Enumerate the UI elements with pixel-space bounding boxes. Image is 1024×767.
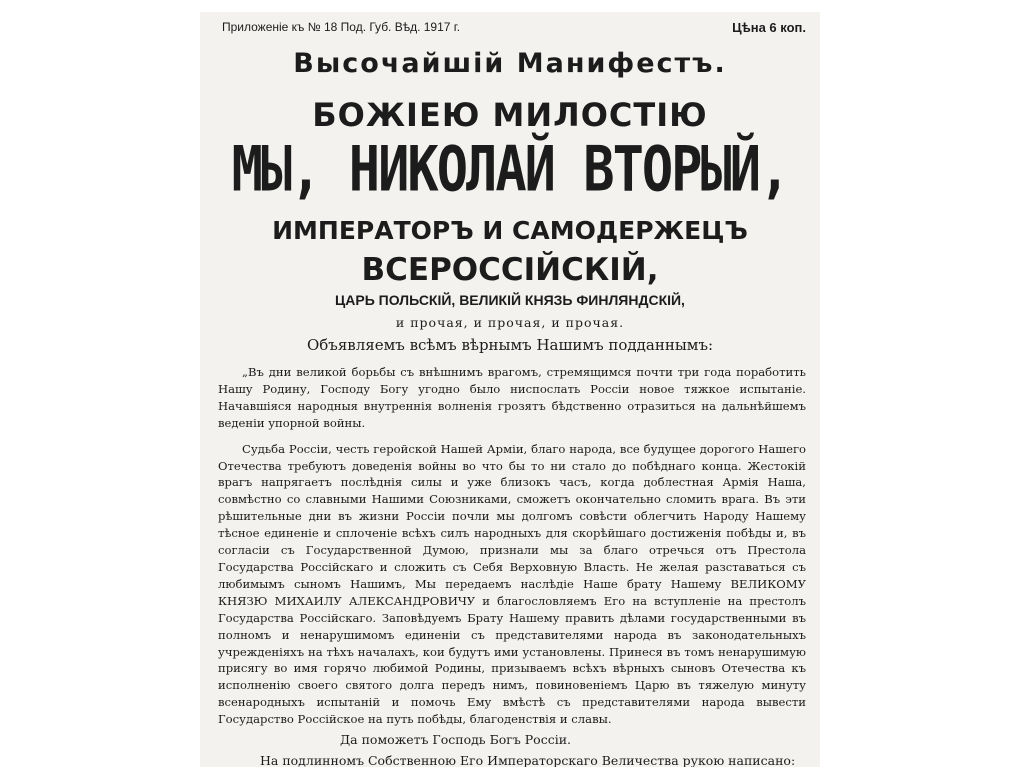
emperor-title: ИМПЕРАТОРЪ И САМОДЕРЖЕЦЪ [272, 216, 748, 245]
all-russian-title: ВСЕРОССІЙСКІЙ, [361, 252, 659, 288]
paragraph-1: „Въ дни великой борьбы съ внѣшнимъ врагомъ, стремящимся почти три года поработить Нашу Родину, Господу Богу угодно было ниспослать Россіи новое тяжкое испытаніе. Начавшіяся народныя внутреннія волненія грозятъ бѣдственно отразиться на дальнѣйшемъ веденіи упорной войны. [218, 365, 806, 430]
manifesto-body [218, 364, 806, 737]
tsar-title: ЦАРЬ ПОЛЬСКІЙ, ВЕЛИКІЙ КНЯЗЬ ФИНЛЯНДСКІЙ, [335, 292, 685, 308]
paragraph-2: Судьба Россіи, честь геройской Нашей Арміи, благо народа, все будущее дорогого Нашего Отечества требуютъ доведенія войны во что бы то ни стало до побѣднаго конца. Жестокій врагъ напрягаетъ послѣднія силы и уже близокъ часъ, когда доблестная Армія Наша, совмѣстно со славными Нашими Союзниками, сможетъ окончательно сломить врага. Въ эти рѣшительные дни въ жизни Россіи почли мы долгомъ совѣсти облегчить Народу Нашему тѣсное единеніе и сплоченіе всѣхъ силъ народныхъ для скорѣйшаго достиженія побѣды и, въ согласіи съ Государственной Думою, признали мы за благо отречься отъ Престола Государства Россійскаго и сложить съ Себя Верховную Власть. Не желая разставаться съ любимымъ сыномъ Нашимъ, Мы передаемъ наслѣдіе Наше брату Нашему ВЕЛИКОМУ КНЯЗЮ МИХАИЛУ АЛЕКСАНДРОВИЧУ и благословляемъ Его на вступленіе на престолъ Государства Россійскаго. Заповѣдуемъ Брату Нашему править дѣлами государственными въ полномъ и ненарушимомъ единеніи съ представителями народа въ законодательныхъ учрежденіяхъ на тѣхъ началахъ, кои будутъ ими установлены. Принеся въ томъ ненарушимую присягу во имя горячо любимой Родины, призываемъ всѣхъ вѣрныхъ сыновъ Отечества къ исполненію своего святого долга передъ нимъ, повиновеніемъ Царю въ тяжелую минуту всенародныхъ испытаній и помочь Ему вмѣстѣ съ представителями народа вывести Государство Россійское на путь побѣды, благоденствія и славы. [218, 441, 806, 727]
emperor-name-heading: МЫ, НИКОЛАЙ ВТОРЫЙ, [231, 134, 789, 206]
etc-line: и прочая, и прочая, и прочая. [395, 315, 625, 330]
closing-line: Да поможетъ Господь Богъ Россіи. [340, 732, 571, 747]
supplement-line: Приложеніе къ № 18 Под. Губ. Вѣд. 1917 г. [222, 20, 461, 34]
manifesto-document [200, 12, 820, 767]
supplement-header [222, 20, 806, 36]
announce-line: Объявляемъ всѣмъ вѣрнымъ Нашимъ подданнымъ: [306, 336, 714, 354]
signature-note: На подлинномъ Собственною Его Императорскаго Величества рукою написано: [260, 753, 796, 767]
by-grace-heading: БОЖІЕЮ МИЛОСТІЮ [312, 96, 708, 134]
price-label: Цѣна 6 коп. [732, 20, 806, 35]
manifesto-title: Высочайшій Манифестъ. [293, 48, 727, 79]
